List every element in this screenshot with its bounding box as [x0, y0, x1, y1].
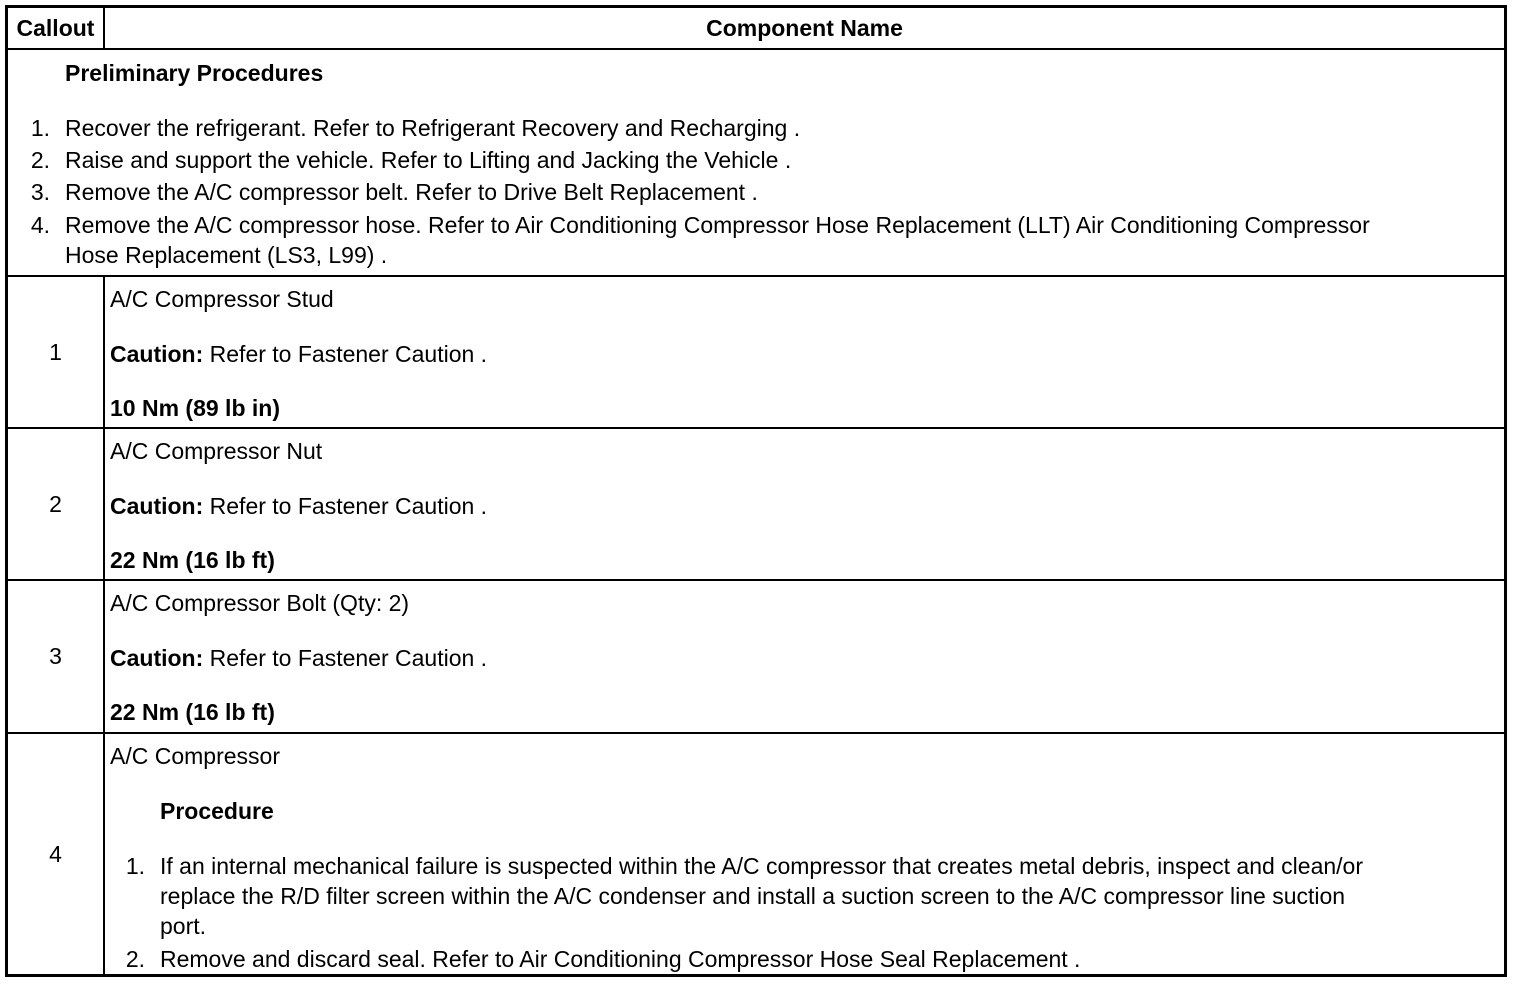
table-row: [8, 429, 1504, 581]
procedure-step-2-text: Remove and discard seal. Refer to Air Conditioning Compressor Hose Seal Replacement .: [160, 946, 1081, 972]
procedure-step-1-line-3: port.: [160, 913, 207, 939]
callout-number: 2: [49, 490, 62, 517]
header-callout-label: Callout: [16, 14, 95, 41]
procedure-table: [5, 5, 1507, 977]
callout-cell: [8, 581, 105, 732]
procedure-step-1-num: 1.: [125, 853, 145, 879]
prelim-step-1-num: 1.: [30, 115, 50, 141]
caution-line: [110, 339, 487, 369]
header-component: [105, 8, 1504, 48]
callout-cell: [8, 429, 105, 579]
procedure-title: Procedure: [160, 798, 274, 824]
procedure-step-1-line-1: If an internal mechanical failure is suspected within the A/C compressor that creates metal debris, inspect and clean/or: [160, 853, 1363, 879]
prelim-step-4-text-line-2: Hose Replacement (LS3, L99) .: [65, 242, 388, 268]
header-component-label: Component Name: [706, 14, 903, 41]
component-name: A/C Compressor Nut: [110, 438, 323, 464]
preliminary-title: Preliminary Procedures: [65, 60, 324, 86]
component-name: A/C Compressor: [110, 743, 280, 769]
callout-number: 4: [49, 840, 62, 867]
table-row: [8, 734, 1504, 974]
prelim-step-2-num: 2.: [30, 147, 50, 173]
prelim-step-2-text: Raise and support the vehicle. Refer to Lifting and Jacking the Vehicle .: [65, 147, 792, 173]
callout-number: 1: [49, 338, 62, 365]
prelim-step-3-text: Remove the A/C compressor belt. Refer to Drive Belt Replacement .: [65, 179, 758, 205]
component-cell: [105, 429, 1504, 579]
component-name: A/C Compressor Bolt (Qty: 2): [110, 590, 410, 616]
prelim-step-1-text: Recover the refrigerant. Refer to Refrigerant Recovery and Recharging .: [65, 115, 801, 141]
caution-line: [110, 491, 487, 521]
preliminary-row: [8, 50, 1504, 277]
torque-spec: 10 Nm (89 lb in): [110, 395, 280, 421]
prelim-step-4-text-line-1: Remove the A/C compressor hose. Refer to Air Conditioning Compressor Hose Replacement (LLT) Air Conditioning Compressor: [65, 212, 1370, 238]
prelim-step-4-num: 4.: [30, 212, 50, 238]
torque-spec: 22 Nm (16 lb ft): [110, 699, 275, 725]
caution-label: Caution:: [110, 341, 204, 367]
component-cell: [105, 581, 1504, 732]
table-row: [8, 581, 1504, 734]
component-cell: [105, 734, 1504, 974]
procedure-step-2-num: 2.: [125, 946, 145, 972]
caution-label: Caution:: [110, 493, 204, 519]
caution-label: Caution:: [110, 645, 204, 671]
table-header: [8, 8, 1504, 50]
callout-cell: [8, 734, 105, 974]
table-row: [8, 277, 1504, 429]
caution-text: Refer to Fastener Caution .: [203, 341, 488, 367]
torque-spec: 22 Nm (16 lb ft): [110, 547, 275, 573]
callout-cell: [8, 277, 105, 427]
component-name: A/C Compressor Stud: [110, 286, 334, 312]
component-cell: [105, 277, 1504, 427]
caution-text: Refer to Fastener Caution .: [203, 645, 488, 671]
caution-line: [110, 643, 487, 673]
callout-number: 3: [49, 643, 62, 669]
header-callout: [8, 8, 105, 48]
caution-text: Refer to Fastener Caution .: [203, 493, 488, 519]
prelim-step-3-num: 3.: [30, 179, 50, 205]
procedure-step-1-line-2: replace the R/D filter screen within the A/C condenser and install a suction screen to the A/C compressor line suction: [160, 883, 1346, 909]
